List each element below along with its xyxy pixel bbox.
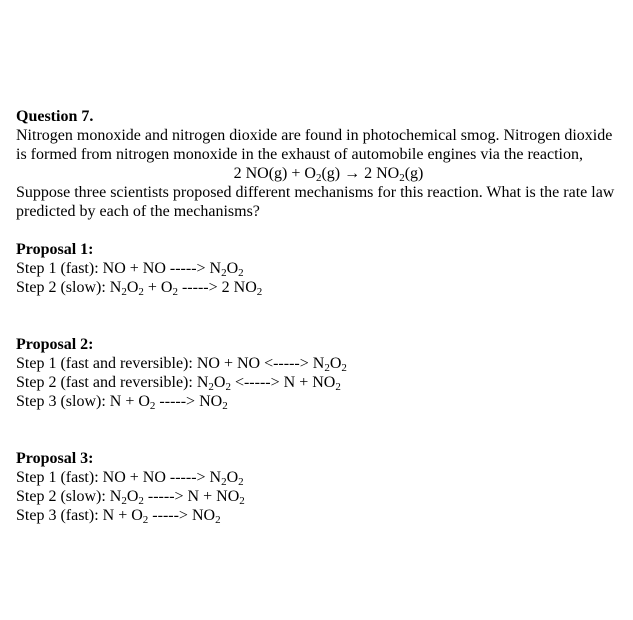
proposal-step: Step 2 (slow): $N_2O_2 + O_2$ -----> 2 $NO_2$ — [16, 279, 263, 298]
proposal-step: Step 1 (fast): NO + NO -----> $N_2O_2$ — [16, 260, 244, 279]
proposal-step: Step 1 (fast): NO + NO -----> $N_2O_2$ — [16, 469, 244, 488]
subscript: 2 — [215, 514, 221, 526]
subscript: 2 — [225, 381, 231, 393]
reaction-equation: 2 $NO(g) + O_2(g) \to 2$ $NO_2(g)$ — [233, 165, 424, 184]
proposal-title: Proposal 1: — [16, 241, 94, 258]
subscript: 2 — [341, 362, 347, 374]
subscript: 2 — [324, 362, 330, 374]
subscript: 2 — [121, 286, 127, 298]
proposal-step: Step 3 (fast): $N + O_2$ -----> $NO_2$ — [16, 507, 221, 526]
subscript: 2 — [256, 286, 263, 298]
subscript: 2 — [238, 476, 244, 488]
subscript: 2 — [221, 267, 227, 279]
proposal-step: Step 1 (fast and reversible): NO + NO <-----> $N_2O_2$ — [16, 355, 347, 374]
proposal-3 — [16, 449, 621, 525]
subscript: 2 — [238, 267, 244, 279]
proposal-step: Step 2 (fast and reversible): $N_2O_2$ <-----> $N + NO_2$ — [16, 374, 341, 393]
question-document — [16, 107, 621, 525]
subscript: 2 — [121, 495, 127, 507]
subscript: 2 — [335, 381, 341, 393]
proposal-step: Step 3 (slow): $N + O_2$ -----> $NO_2$ — [16, 393, 228, 412]
subscript: 2 — [142, 514, 149, 526]
proposal-2 — [16, 335, 621, 411]
proposal-step: Step 2 (slow): $N_2O_2$ -----> $N + NO_2$ — [16, 488, 245, 507]
proposal-title: Proposal 3: — [16, 450, 94, 467]
question-title: Question 7. — [16, 108, 94, 125]
subscript: 2 — [239, 495, 245, 507]
subscript: 2 — [138, 286, 144, 298]
proposal-title: Proposal 2: — [16, 336, 94, 353]
subscript: 2 — [172, 286, 178, 298]
question-prompt: Suppose three scientists proposed different mechanisms for this reaction. What is the rate law predicted by each of the mechanisms? — [16, 184, 615, 220]
question-intro: Nitrogen monoxide and nitrogen dioxide are found in photochemical smog. Nitrogen dioxide is formed from nitrogen monoxide in the exhaust of automobile engines via the reaction, — [16, 127, 613, 163]
subscript: 2 — [138, 495, 144, 507]
subscript: 2 — [221, 476, 227, 488]
subscript: 2 — [222, 400, 228, 412]
proposal-1 — [16, 240, 621, 297]
subscript: 2 — [315, 172, 322, 184]
subscript: 2 — [208, 381, 214, 393]
subscript: 2 — [149, 400, 156, 412]
subscript: 2 — [399, 172, 405, 184]
